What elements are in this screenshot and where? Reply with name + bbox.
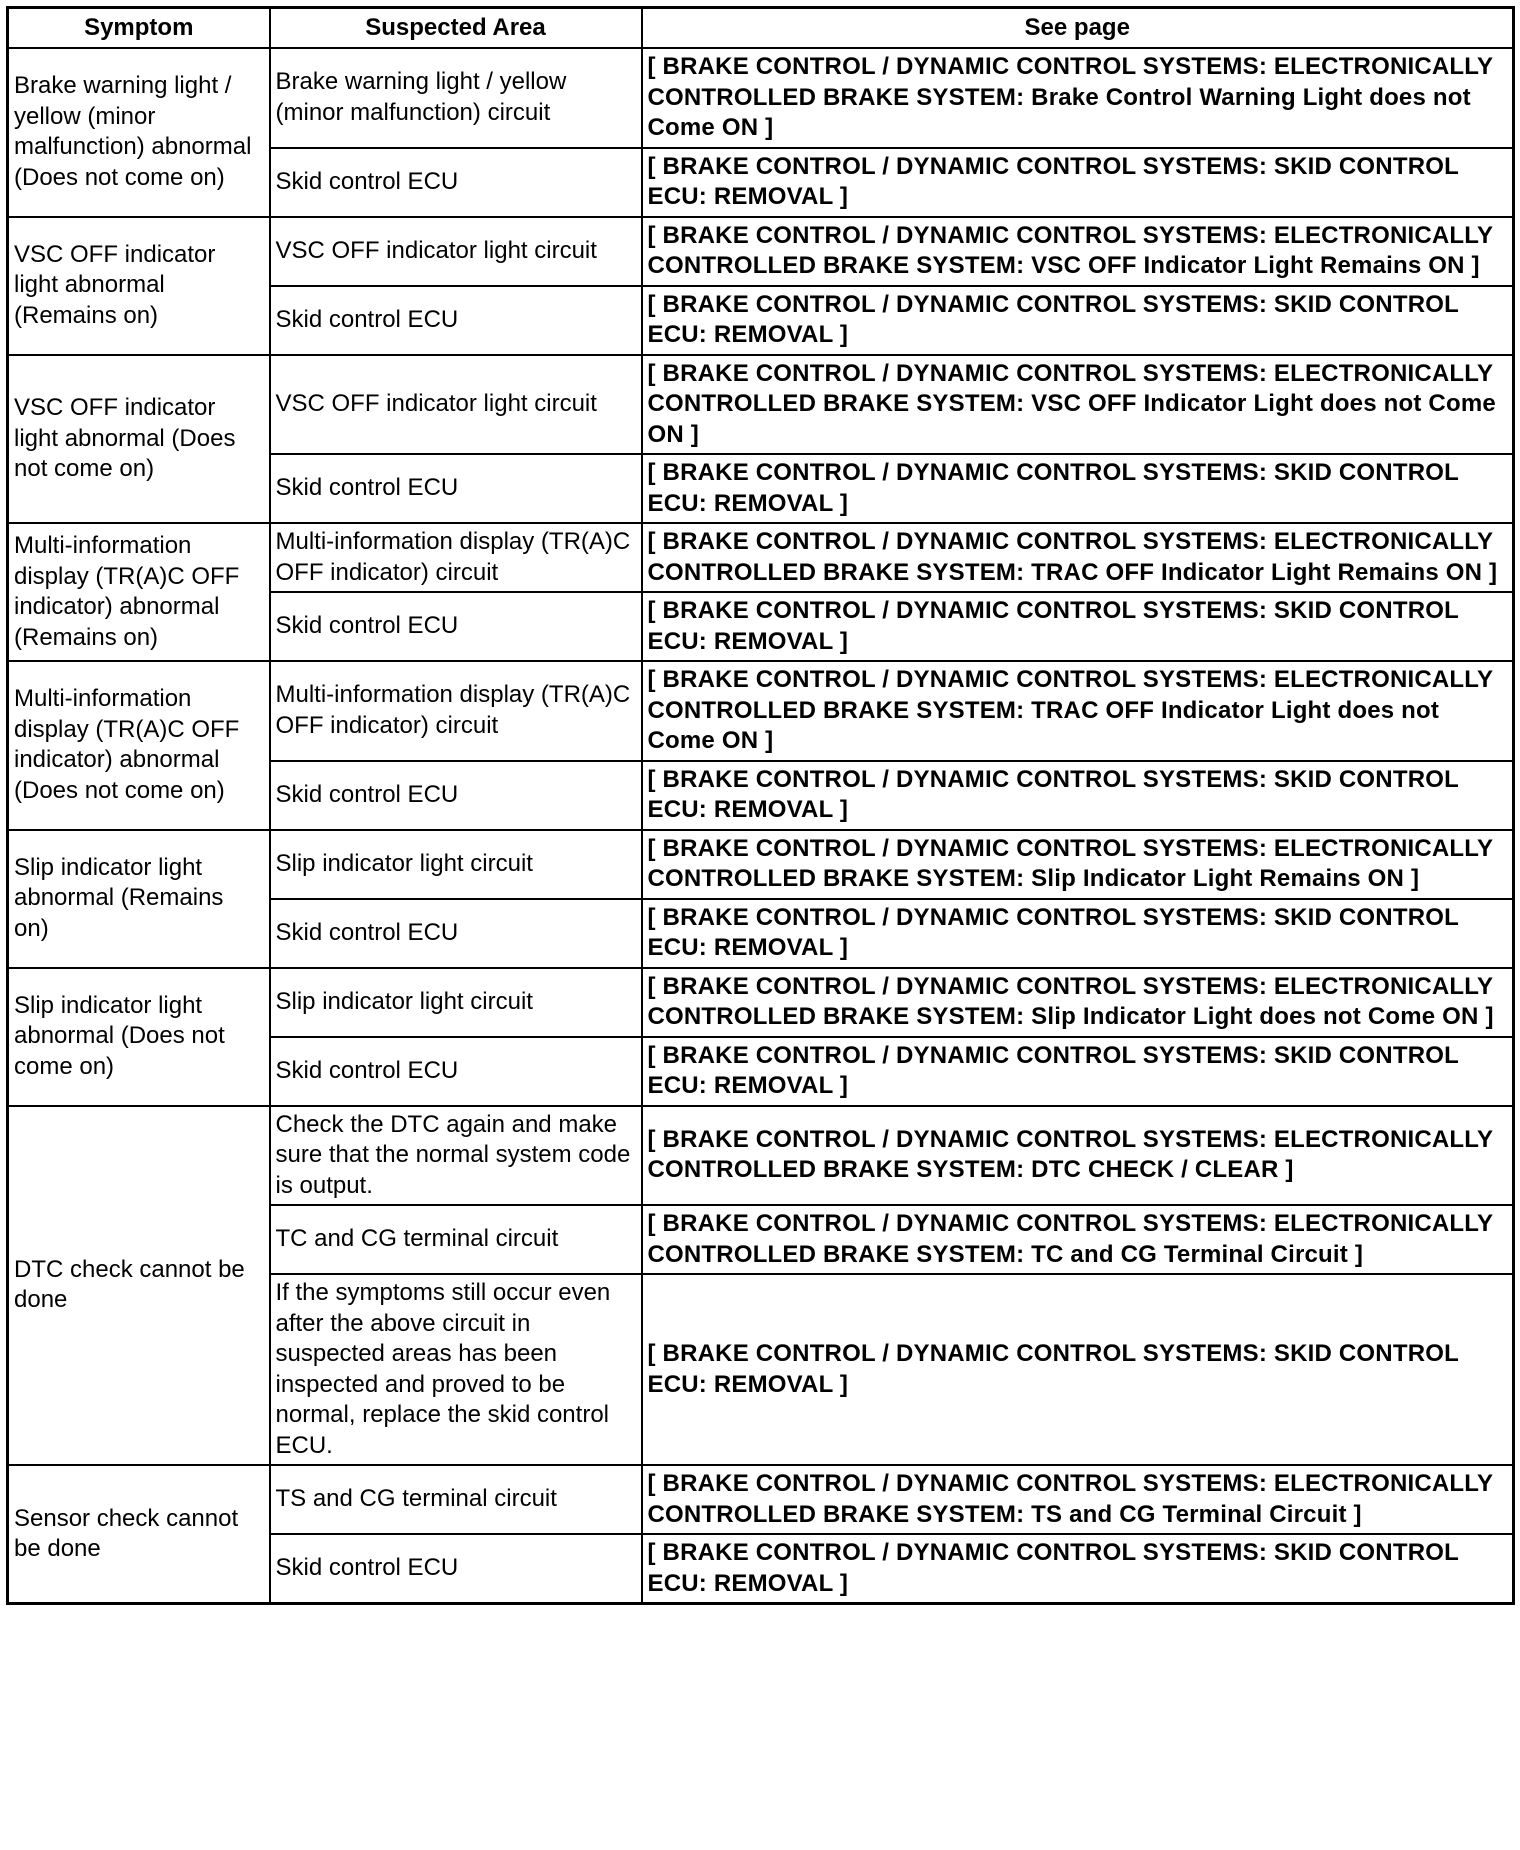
header-see-page: See page bbox=[642, 8, 1514, 49]
table-row bbox=[8, 523, 1514, 592]
suspected-area-cell: Check the DTC again and make sure that the normal system code is output. bbox=[270, 1106, 642, 1206]
suspected-area-cell: VSC OFF indicator light circuit bbox=[270, 355, 642, 455]
symptom-cell: Multi-information display (TR(A)C OFF indicator) abnormal (Does not come on) bbox=[8, 661, 270, 830]
see-page-link[interactable]: [ BRAKE CONTROL / DYNAMIC CONTROL SYSTEMS: SKID CONTROL ECU: REMOVAL ] bbox=[642, 1037, 1514, 1106]
suspected-area-cell: Skid control ECU bbox=[270, 1534, 642, 1604]
header-suspected-area: Suspected Area bbox=[270, 8, 642, 49]
see-page-link[interactable]: [ BRAKE CONTROL / DYNAMIC CONTROL SYSTEMS: SKID CONTROL ECU: REMOVAL ] bbox=[642, 286, 1514, 355]
see-page-link[interactable]: [ BRAKE CONTROL / DYNAMIC CONTROL SYSTEMS: ELECTRONICALLY CONTROLLED BRAKE SYSTEM: Brake Control Warning Light does not Come ON ] bbox=[642, 48, 1514, 148]
suspected-area-cell: Brake warning light / yellow (minor malfunction) circuit bbox=[270, 48, 642, 148]
see-page-link[interactable]: [ BRAKE CONTROL / DYNAMIC CONTROL SYSTEMS: ELECTRONICALLY CONTROLLED BRAKE SYSTEM: Slip Indicator Light does not Come ON ] bbox=[642, 968, 1514, 1037]
see-page-link[interactable]: [ BRAKE CONTROL / DYNAMIC CONTROL SYSTEMS: ELECTRONICALLY CONTROLLED BRAKE SYSTEM: TRAC OFF Indicator Light Remains ON ] bbox=[642, 523, 1514, 592]
see-page-link[interactable]: [ BRAKE CONTROL / DYNAMIC CONTROL SYSTEMS: SKID CONTROL ECU: REMOVAL ] bbox=[642, 148, 1514, 217]
suspected-area-cell: Multi-information display (TR(A)C OFF indicator) circuit bbox=[270, 523, 642, 592]
table-row bbox=[8, 661, 1514, 761]
suspected-area-cell: Skid control ECU bbox=[270, 592, 642, 661]
header-symptom: Symptom bbox=[8, 8, 270, 49]
suspected-area-cell: VSC OFF indicator light circuit bbox=[270, 217, 642, 286]
symptom-cell: VSC OFF indicator light abnormal (Does not come on) bbox=[8, 355, 270, 524]
table-row bbox=[8, 355, 1514, 455]
symptom-table bbox=[6, 6, 1515, 1605]
table-row bbox=[8, 968, 1514, 1037]
suspected-area-cell: Multi-information display (TR(A)C OFF indicator) circuit bbox=[270, 661, 642, 761]
see-page-link[interactable]: [ BRAKE CONTROL / DYNAMIC CONTROL SYSTEMS: ELECTRONICALLY CONTROLLED BRAKE SYSTEM: TS and CG Terminal Circuit ] bbox=[642, 1465, 1514, 1534]
symptom-cell: DTC check cannot be done bbox=[8, 1106, 270, 1466]
symptom-cell: Slip indicator light abnormal (Does not come on) bbox=[8, 968, 270, 1106]
suspected-area-cell: Skid control ECU bbox=[270, 761, 642, 830]
table-row bbox=[8, 48, 1514, 148]
suspected-area-cell: Skid control ECU bbox=[270, 148, 642, 217]
table-row bbox=[8, 830, 1514, 899]
suspected-area-cell: Slip indicator light circuit bbox=[270, 830, 642, 899]
table-row bbox=[8, 1465, 1514, 1534]
table-row bbox=[8, 1106, 1514, 1206]
see-page-link[interactable]: [ BRAKE CONTROL / DYNAMIC CONTROL SYSTEMS: SKID CONTROL ECU: REMOVAL ] bbox=[642, 761, 1514, 830]
symptom-cell: Brake warning light / yellow (minor malfunction) abnormal (Does not come on) bbox=[8, 48, 270, 217]
see-page-link[interactable]: [ BRAKE CONTROL / DYNAMIC CONTROL SYSTEMS: ELECTRONICALLY CONTROLLED BRAKE SYSTEM: VSC OFF Indicator Light does not Come ON ] bbox=[642, 355, 1514, 455]
symptom-cell: Multi-information display (TR(A)C OFF indicator) abnormal (Remains on) bbox=[8, 523, 270, 661]
see-page-link[interactable]: [ BRAKE CONTROL / DYNAMIC CONTROL SYSTEMS: ELECTRONICALLY CONTROLLED BRAKE SYSTEM: TRAC OFF Indicator Light does not Come ON ] bbox=[642, 661, 1514, 761]
suspected-area-cell: Slip indicator light circuit bbox=[270, 968, 642, 1037]
suspected-area-cell: TS and CG terminal circuit bbox=[270, 1465, 642, 1534]
symptom-cell: Slip indicator light abnormal (Remains on) bbox=[8, 830, 270, 968]
suspected-area-cell: TC and CG terminal circuit bbox=[270, 1205, 642, 1274]
symptom-cell: Sensor check cannot be done bbox=[8, 1465, 270, 1604]
see-page-link[interactable]: [ BRAKE CONTROL / DYNAMIC CONTROL SYSTEMS: ELECTRONICALLY CONTROLLED BRAKE SYSTEM: DTC CHECK / CLEAR ] bbox=[642, 1106, 1514, 1206]
see-page-link[interactable]: [ BRAKE CONTROL / DYNAMIC CONTROL SYSTEMS: SKID CONTROL ECU: REMOVAL ] bbox=[642, 1534, 1514, 1604]
suspected-area-cell: Skid control ECU bbox=[270, 899, 642, 968]
table-body bbox=[8, 48, 1514, 1604]
see-page-link[interactable]: [ BRAKE CONTROL / DYNAMIC CONTROL SYSTEMS: SKID CONTROL ECU: REMOVAL ] bbox=[642, 899, 1514, 968]
header-row bbox=[8, 8, 1514, 49]
see-page-link[interactable]: [ BRAKE CONTROL / DYNAMIC CONTROL SYSTEMS: SKID CONTROL ECU: REMOVAL ] bbox=[642, 454, 1514, 523]
see-page-link[interactable]: [ BRAKE CONTROL / DYNAMIC CONTROL SYSTEMS: ELECTRONICALLY CONTROLLED BRAKE SYSTEM: TC and CG Terminal Circuit ] bbox=[642, 1205, 1514, 1274]
see-page-link[interactable]: [ BRAKE CONTROL / DYNAMIC CONTROL SYSTEMS: SKID CONTROL ECU: REMOVAL ] bbox=[642, 1274, 1514, 1465]
see-page-link[interactable]: [ BRAKE CONTROL / DYNAMIC CONTROL SYSTEMS: SKID CONTROL ECU: REMOVAL ] bbox=[642, 592, 1514, 661]
suspected-area-cell: Skid control ECU bbox=[270, 286, 642, 355]
suspected-area-cell: If the symptoms still occur even after the above circuit in suspected areas has been inspected and proved to be normal, replace the skid control ECU. bbox=[270, 1274, 642, 1465]
see-page-link[interactable]: [ BRAKE CONTROL / DYNAMIC CONTROL SYSTEMS: ELECTRONICALLY CONTROLLED BRAKE SYSTEM: Slip Indicator Light Remains ON ] bbox=[642, 830, 1514, 899]
table-row bbox=[8, 217, 1514, 286]
see-page-link[interactable]: [ BRAKE CONTROL / DYNAMIC CONTROL SYSTEMS: ELECTRONICALLY CONTROLLED BRAKE SYSTEM: VSC OFF Indicator Light Remains ON ] bbox=[642, 217, 1514, 286]
symptom-cell: VSC OFF indicator light abnormal (Remains on) bbox=[8, 217, 270, 355]
suspected-area-cell: Skid control ECU bbox=[270, 1037, 642, 1106]
suspected-area-cell: Skid control ECU bbox=[270, 454, 642, 523]
